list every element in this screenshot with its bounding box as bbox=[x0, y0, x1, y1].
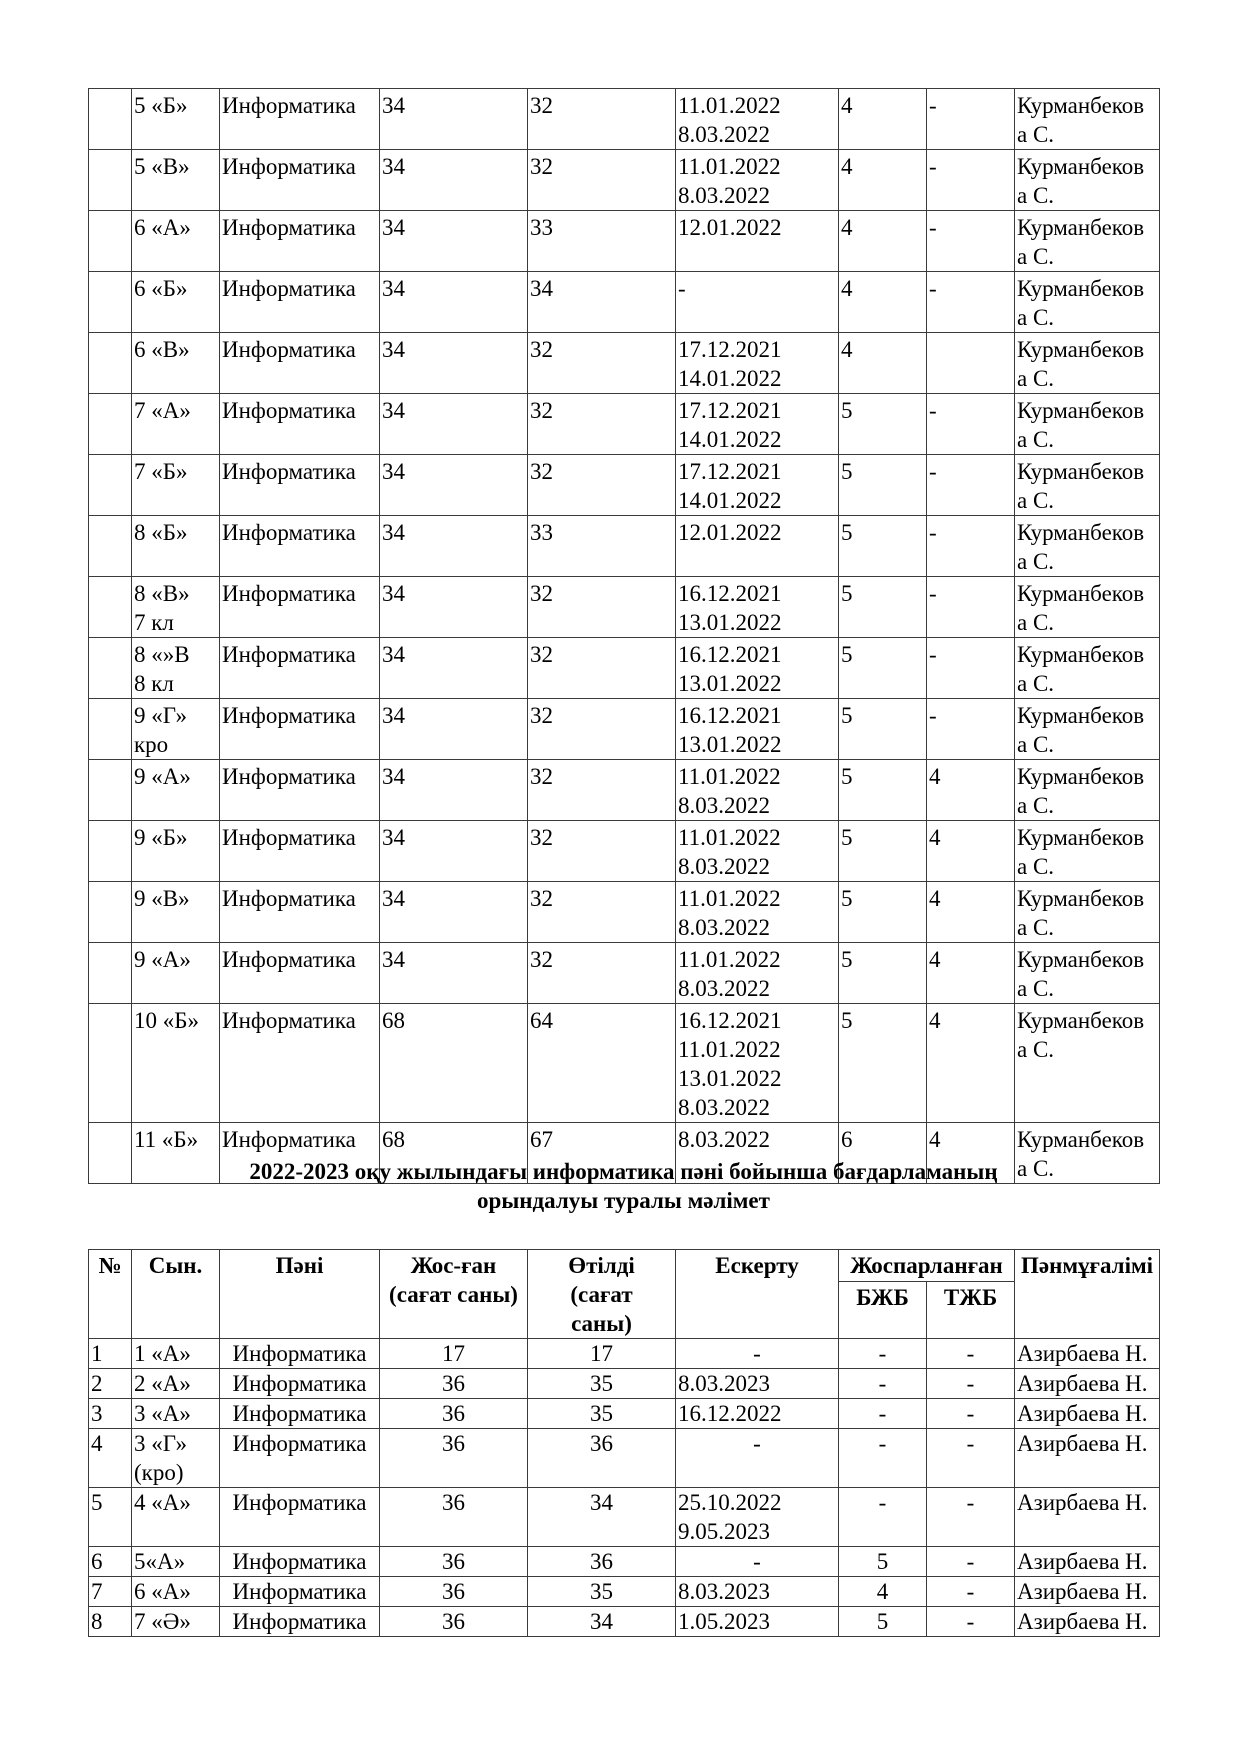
header-num: № bbox=[89, 1250, 132, 1339]
cell-note: 12.01.2022 bbox=[676, 211, 839, 272]
cell-note: 8.03.2022 bbox=[676, 1123, 839, 1184]
cell-tjb: 4 bbox=[927, 1004, 1015, 1123]
cell-teacher: Курманбеков а С. bbox=[1015, 455, 1160, 516]
cell-tjb: - bbox=[927, 455, 1015, 516]
cell-bjb: - bbox=[839, 1399, 927, 1429]
cell-planned: 34 bbox=[380, 211, 528, 272]
header-class: Сын. bbox=[132, 1250, 220, 1339]
table-row bbox=[89, 760, 1160, 821]
cell-num bbox=[89, 699, 132, 760]
cell-taught: 17 bbox=[528, 1339, 676, 1369]
cell-class: 9 «А» bbox=[132, 760, 220, 821]
cell-class: 5 «Б» bbox=[132, 89, 220, 150]
cell-bjb: 4 bbox=[839, 333, 927, 394]
cell-taught: 32 bbox=[528, 150, 676, 211]
cell-note: 11.01.2022 8.03.2022 bbox=[676, 760, 839, 821]
cell-class: 11 «Б» bbox=[132, 1123, 220, 1184]
cell-num bbox=[89, 272, 132, 333]
cell-note: 11.01.2022 8.03.2022 bbox=[676, 821, 839, 882]
cell-num bbox=[89, 577, 132, 638]
cell-tjb: 4 bbox=[927, 760, 1015, 821]
cell-teacher: Азирбаева Н. bbox=[1015, 1369, 1160, 1399]
cell-note: - bbox=[676, 1429, 839, 1488]
cell-note: 25.10.2022 9.05.2023 bbox=[676, 1488, 839, 1547]
cell-subject: Информатика bbox=[220, 1123, 380, 1184]
section-heading: 2022-2023 оқу жылындағы информатика пәні бойынша бағдарламаның орындалуы туралы мәлімет bbox=[249, 1159, 998, 1213]
cell-class: 6 «А» bbox=[132, 211, 220, 272]
cell-teacher: Курманбеков а С. bbox=[1015, 1004, 1160, 1123]
cell-subject: Информатика bbox=[220, 699, 380, 760]
table-row bbox=[89, 882, 1160, 943]
cell-tjb: - bbox=[927, 1547, 1015, 1577]
cell-subject: Информатика bbox=[220, 333, 380, 394]
cell-subject: Информатика bbox=[220, 1607, 380, 1637]
cell-bjb: - bbox=[839, 1488, 927, 1547]
cell-num bbox=[89, 89, 132, 150]
cell-teacher: Курманбеков а С. bbox=[1015, 943, 1160, 1004]
cell-planned: 34 bbox=[380, 150, 528, 211]
cell-tjb: - bbox=[927, 1577, 1015, 1607]
cell-teacher: Курманбеков а С. bbox=[1015, 150, 1160, 211]
cell-num bbox=[89, 638, 132, 699]
cell-planned: 34 bbox=[380, 516, 528, 577]
cell-taught: 34 bbox=[528, 1607, 676, 1637]
cell-num: 6 bbox=[89, 1547, 132, 1577]
cell-note: 17.12.2021 14.01.2022 bbox=[676, 394, 839, 455]
header-tjb: ТЖБ bbox=[927, 1281, 1015, 1338]
table-2022-2023-body bbox=[89, 1339, 1160, 1637]
cell-planned: 34 bbox=[380, 577, 528, 638]
cell-num bbox=[89, 821, 132, 882]
cell-subject: Информатика bbox=[220, 455, 380, 516]
cell-subject: Информатика bbox=[220, 882, 380, 943]
cell-subject: Информатика bbox=[220, 943, 380, 1004]
cell-planned: 36 bbox=[380, 1488, 528, 1547]
cell-subject: Информатика bbox=[220, 89, 380, 150]
cell-note: 16.12.2021 13.01.2022 bbox=[676, 699, 839, 760]
table-row bbox=[89, 1429, 1160, 1488]
cell-class: 9 «А» bbox=[132, 943, 220, 1004]
cell-class: 8 «»В 8 кл bbox=[132, 638, 220, 699]
cell-planned: 36 bbox=[380, 1547, 528, 1577]
cell-planned: 36 bbox=[380, 1399, 528, 1429]
cell-tjb: - bbox=[927, 394, 1015, 455]
cell-num bbox=[89, 333, 132, 394]
cell-teacher: Курманбеков а С. bbox=[1015, 760, 1160, 821]
cell-planned: 34 bbox=[380, 821, 528, 882]
cell-taught: 32 bbox=[528, 882, 676, 943]
cell-note: 1.05.2023 bbox=[676, 1607, 839, 1637]
cell-taught: 32 bbox=[528, 821, 676, 882]
table-row bbox=[89, 1607, 1160, 1637]
cell-planned: 34 bbox=[380, 394, 528, 455]
cell-num: 8 bbox=[89, 1607, 132, 1637]
table-row bbox=[89, 943, 1160, 1004]
cell-num: 3 bbox=[89, 1399, 132, 1429]
cell-bjb: 5 bbox=[839, 516, 927, 577]
cell-teacher: Азирбаева Н. bbox=[1015, 1429, 1160, 1488]
cell-num bbox=[89, 760, 132, 821]
cell-tjb: - bbox=[927, 1339, 1015, 1369]
cell-num bbox=[89, 1004, 132, 1123]
cell-bjb: 5 bbox=[839, 882, 927, 943]
cell-taught: 34 bbox=[528, 1488, 676, 1547]
cell-teacher: Курманбеков а С. bbox=[1015, 577, 1160, 638]
header-subject: Пәні bbox=[220, 1250, 380, 1339]
cell-bjb: 4 bbox=[839, 272, 927, 333]
cell-planned: 34 bbox=[380, 455, 528, 516]
cell-tjb: - bbox=[927, 272, 1015, 333]
table-row bbox=[89, 638, 1160, 699]
table-row bbox=[89, 150, 1160, 211]
cell-taught: 32 bbox=[528, 455, 676, 516]
cell-taught: 34 bbox=[528, 272, 676, 333]
cell-teacher: Курманбеков а С. bbox=[1015, 89, 1160, 150]
cell-class: 5 «В» bbox=[132, 150, 220, 211]
table-row bbox=[89, 1488, 1160, 1547]
cell-planned: 34 bbox=[380, 89, 528, 150]
cell-planned: 34 bbox=[380, 882, 528, 943]
cell-taught: 35 bbox=[528, 1369, 676, 1399]
cell-class: 10 «Б» bbox=[132, 1004, 220, 1123]
cell-note: 16.12.2021 13.01.2022 bbox=[676, 577, 839, 638]
cell-subject: Информатика bbox=[220, 272, 380, 333]
cell-note: 17.12.2021 14.01.2022 bbox=[676, 333, 839, 394]
cell-bjb: 5 bbox=[839, 455, 927, 516]
table-row bbox=[89, 1547, 1160, 1577]
cell-subject: Информатика bbox=[220, 1547, 380, 1577]
cell-tjb: - bbox=[927, 1369, 1015, 1399]
cell-tjb: - bbox=[927, 150, 1015, 211]
table-row bbox=[89, 1577, 1160, 1607]
cell-taught: 36 bbox=[528, 1429, 676, 1488]
table-row bbox=[89, 333, 1160, 394]
table-row bbox=[89, 455, 1160, 516]
cell-planned: 17 bbox=[380, 1339, 528, 1369]
cell-subject: Информатика bbox=[220, 150, 380, 211]
cell-planned: 34 bbox=[380, 333, 528, 394]
cell-num: 2 bbox=[89, 1369, 132, 1399]
cell-tjb bbox=[927, 333, 1015, 394]
cell-teacher: Курманбеков а С. bbox=[1015, 821, 1160, 882]
cell-num bbox=[89, 150, 132, 211]
cell-bjb: 5 bbox=[839, 577, 927, 638]
table-row bbox=[89, 1339, 1160, 1369]
cell-class: 6 «Б» bbox=[132, 272, 220, 333]
cell-note: - bbox=[676, 1339, 839, 1369]
cell-subject: Информатика bbox=[220, 1004, 380, 1123]
cell-class: 1 «А» bbox=[132, 1339, 220, 1369]
cell-num: 4 bbox=[89, 1429, 132, 1488]
cell-note: 11.01.2022 8.03.2022 bbox=[676, 89, 839, 150]
cell-subject: Информатика bbox=[220, 1369, 380, 1399]
cell-bjb: 5 bbox=[839, 394, 927, 455]
cell-class: 8 «В» 7 кл bbox=[132, 577, 220, 638]
cell-subject: Информатика bbox=[220, 638, 380, 699]
cell-taught: 32 bbox=[528, 577, 676, 638]
cell-taught: 32 bbox=[528, 699, 676, 760]
table-row bbox=[89, 699, 1160, 760]
cell-tjb: - bbox=[927, 89, 1015, 150]
table-row bbox=[89, 89, 1160, 150]
table-row bbox=[89, 516, 1160, 577]
cell-taught: 32 bbox=[528, 760, 676, 821]
cell-num: 7 bbox=[89, 1577, 132, 1607]
cell-teacher: Азирбаева Н. bbox=[1015, 1399, 1160, 1429]
cell-bjb: 5 bbox=[839, 760, 927, 821]
cell-class: 7 «Б» bbox=[132, 455, 220, 516]
cell-bjb: 5 bbox=[839, 1547, 927, 1577]
cell-teacher: Азирбаева Н. bbox=[1015, 1607, 1160, 1637]
cell-teacher: Курманбеков а С. bbox=[1015, 699, 1160, 760]
cell-taught: 32 bbox=[528, 394, 676, 455]
cell-taught: 36 bbox=[528, 1547, 676, 1577]
cell-bjb: 5 bbox=[839, 943, 927, 1004]
cell-tjb: 4 bbox=[927, 821, 1015, 882]
table-row bbox=[89, 577, 1160, 638]
cell-class: 7 «А» bbox=[132, 394, 220, 455]
cell-subject: Информатика bbox=[220, 516, 380, 577]
cell-taught: 33 bbox=[528, 211, 676, 272]
cell-taught: 35 bbox=[528, 1399, 676, 1429]
cell-tjb: - bbox=[927, 1607, 1015, 1637]
header-note: Ескерту bbox=[676, 1250, 839, 1339]
header-teacher: Пәнмұғалімі bbox=[1015, 1250, 1160, 1339]
cell-tjb: 4 bbox=[927, 943, 1015, 1004]
table-2022-2023 bbox=[88, 1249, 1160, 1637]
cell-taught: 67 bbox=[528, 1123, 676, 1184]
cell-subject: Информатика bbox=[220, 577, 380, 638]
header-planned-hours: Жос-ған (сағат саны) bbox=[380, 1250, 528, 1339]
cell-taught: 33 bbox=[528, 516, 676, 577]
cell-teacher: Курманбеков а С. bbox=[1015, 272, 1160, 333]
cell-num bbox=[89, 943, 132, 1004]
cell-subject: Информатика bbox=[220, 1429, 380, 1488]
cell-teacher: Азирбаева Н. bbox=[1015, 1488, 1160, 1547]
cell-note: 11.01.2022 8.03.2022 bbox=[676, 150, 839, 211]
cell-subject: Информатика bbox=[220, 1399, 380, 1429]
cell-bjb: 4 bbox=[839, 1577, 927, 1607]
cell-bjb: 5 bbox=[839, 638, 927, 699]
cell-note: 16.12.2021 13.01.2022 bbox=[676, 638, 839, 699]
cell-num bbox=[89, 394, 132, 455]
cell-class: 9 «Б» bbox=[132, 821, 220, 882]
cell-bjb: - bbox=[839, 1369, 927, 1399]
cell-teacher: Азирбаева Н. bbox=[1015, 1547, 1160, 1577]
table-row bbox=[89, 1369, 1160, 1399]
cell-note: 17.12.2021 14.01.2022 bbox=[676, 455, 839, 516]
cell-num bbox=[89, 882, 132, 943]
cell-subject: Информатика bbox=[220, 394, 380, 455]
cell-note: 11.01.2022 8.03.2022 bbox=[676, 943, 839, 1004]
cell-planned: 34 bbox=[380, 760, 528, 821]
cell-bjb: 4 bbox=[839, 150, 927, 211]
cell-class: 9 «В» bbox=[132, 882, 220, 943]
cell-class: 8 «Б» bbox=[132, 516, 220, 577]
cell-subject: Информатика bbox=[220, 211, 380, 272]
cell-teacher: Курманбеков а С. bbox=[1015, 211, 1160, 272]
cell-taught: 32 bbox=[528, 333, 676, 394]
cell-taught: 32 bbox=[528, 89, 676, 150]
cell-tjb: 4 bbox=[927, 882, 1015, 943]
cell-planned: 34 bbox=[380, 272, 528, 333]
cell-teacher: Азирбаева Н. bbox=[1015, 1577, 1160, 1607]
cell-subject: Информатика bbox=[220, 1577, 380, 1607]
cell-planned: 34 bbox=[380, 699, 528, 760]
cell-note: 8.03.2023 bbox=[676, 1369, 839, 1399]
cell-subject: Информатика bbox=[220, 760, 380, 821]
cell-planned: 36 bbox=[380, 1607, 528, 1637]
cell-class: 6 «В» bbox=[132, 333, 220, 394]
cell-tjb: - bbox=[927, 699, 1015, 760]
cell-bjb: 4 bbox=[839, 89, 927, 150]
header-taught-hours: Өтілді (сағат саны) bbox=[528, 1250, 676, 1339]
cell-planned: 36 bbox=[380, 1577, 528, 1607]
table-row bbox=[89, 1399, 1160, 1429]
cell-tjb: - bbox=[927, 516, 1015, 577]
cell-teacher: Курманбеков а С. bbox=[1015, 1123, 1160, 1184]
cell-tjb: - bbox=[927, 211, 1015, 272]
cell-class: 9 «Г» кро bbox=[132, 699, 220, 760]
cell-tjb: - bbox=[927, 1488, 1015, 1547]
cell-teacher: Азирбаева Н. bbox=[1015, 1339, 1160, 1369]
cell-teacher: Курманбеков а С. bbox=[1015, 516, 1160, 577]
cell-bjb: 6 bbox=[839, 1123, 927, 1184]
cell-teacher: Курманбеков а С. bbox=[1015, 882, 1160, 943]
cell-class: 2 «А» bbox=[132, 1369, 220, 1399]
cell-note: - bbox=[676, 1547, 839, 1577]
cell-bjb: 5 bbox=[839, 1607, 927, 1637]
cell-tjb: - bbox=[927, 638, 1015, 699]
cell-taught: 32 bbox=[528, 638, 676, 699]
cell-note: 12.01.2022 bbox=[676, 516, 839, 577]
cell-num bbox=[89, 211, 132, 272]
cell-class: 5«А» bbox=[132, 1547, 220, 1577]
table-row bbox=[89, 211, 1160, 272]
cell-tjb: - bbox=[927, 577, 1015, 638]
table-row bbox=[89, 821, 1160, 882]
cell-note: - bbox=[676, 272, 839, 333]
cell-subject: Информатика bbox=[220, 821, 380, 882]
cell-taught: 64 bbox=[528, 1004, 676, 1123]
cell-num bbox=[89, 455, 132, 516]
cell-bjb: - bbox=[839, 1429, 927, 1488]
cell-taught: 32 bbox=[528, 943, 676, 1004]
cell-note: 11.01.2022 8.03.2022 bbox=[676, 882, 839, 943]
cell-planned: 68 bbox=[380, 1004, 528, 1123]
cell-subject: Информатика bbox=[220, 1339, 380, 1369]
cell-note: 16.12.2022 bbox=[676, 1399, 839, 1429]
cell-planned: 36 bbox=[380, 1429, 528, 1488]
table-row bbox=[89, 272, 1160, 333]
cell-teacher: Курманбеков а С. bbox=[1015, 638, 1160, 699]
cell-planned: 34 bbox=[380, 638, 528, 699]
header-bjb: БЖБ bbox=[839, 1281, 927, 1338]
cell-bjb: 5 bbox=[839, 821, 927, 882]
table-row bbox=[89, 1004, 1160, 1123]
cell-num: 1 bbox=[89, 1339, 132, 1369]
table-2021-2022-body bbox=[89, 89, 1160, 1184]
cell-bjb: 5 bbox=[839, 699, 927, 760]
cell-bjb: 5 bbox=[839, 1004, 927, 1123]
cell-subject: Информатика bbox=[220, 1488, 380, 1547]
cell-taught: 35 bbox=[528, 1577, 676, 1607]
cell-teacher: Курманбеков а С. bbox=[1015, 394, 1160, 455]
header-planned-group: Жоспарланған bbox=[839, 1250, 1015, 1282]
cell-planned: 68 bbox=[380, 1123, 528, 1184]
cell-tjb: 4 bbox=[927, 1123, 1015, 1184]
table-2021-2022 bbox=[88, 88, 1160, 1184]
cell-class: 7 «Ә» bbox=[132, 1607, 220, 1637]
cell-tjb: - bbox=[927, 1399, 1015, 1429]
cell-class: 3 «Г» (кро) bbox=[132, 1429, 220, 1488]
cell-planned: 34 bbox=[380, 943, 528, 1004]
cell-tjb: - bbox=[927, 1429, 1015, 1488]
cell-note: 8.03.2023 bbox=[676, 1577, 839, 1607]
cell-num: 5 bbox=[89, 1488, 132, 1547]
cell-bjb: 4 bbox=[839, 211, 927, 272]
cell-class: 3 «А» bbox=[132, 1399, 220, 1429]
cell-bjb: - bbox=[839, 1339, 927, 1369]
cell-class: 4 «А» bbox=[132, 1488, 220, 1547]
cell-note: 16.12.2021 11.01.2022 13.01.2022 8.03.2022 bbox=[676, 1004, 839, 1123]
cell-num bbox=[89, 516, 132, 577]
table-row bbox=[89, 394, 1160, 455]
cell-planned: 36 bbox=[380, 1369, 528, 1399]
cell-class: 6 «А» bbox=[132, 1577, 220, 1607]
cell-teacher: Курманбеков а С. bbox=[1015, 333, 1160, 394]
